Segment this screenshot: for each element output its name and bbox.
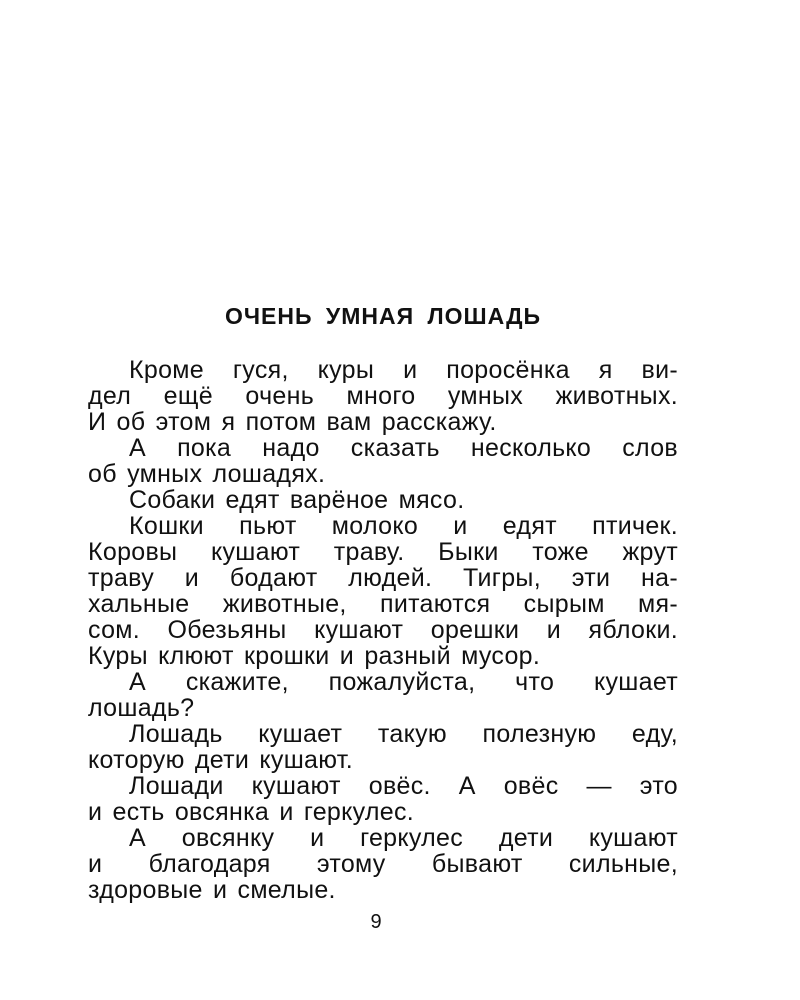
text-line: сом. Обезьяны кушают орешки и яблоки. [88, 616, 678, 644]
text-line: А овсянку и геркулес дети кушают [129, 824, 678, 852]
text-line: Собаки едят варёное мясо. [129, 486, 465, 514]
text-line: хальные животные, питаются сырым мя- [88, 590, 678, 618]
text-line: А скажите, пожалуйста, что кушает [129, 668, 678, 696]
text-line: А пока надо сказать несколько слов [129, 434, 678, 462]
text-line: Коровы кушают траву. Быки тоже жрут [88, 538, 678, 566]
chapter-title: ОЧЕНЬ УМНАЯ ЛОШАДЬ [224, 303, 542, 329]
text-line: об умных лошадях. [88, 460, 326, 488]
text-line: Куры клюют крошки и разный мусор. [88, 642, 541, 670]
text-line: Кроме гуся, куры и поросёнка я ви- [129, 356, 678, 384]
text-line: Лошадь кушает такую полезную еду, [129, 720, 678, 748]
text-line: которую дети кушают. [88, 746, 353, 774]
text-line: и благодаря этому бывают сильные, [88, 850, 678, 878]
page-number: 9 [370, 911, 382, 933]
text-line: И об этом я потом вам расскажу. [88, 408, 497, 436]
text-line: Кошки пьют молоко и едят птичек. [129, 512, 678, 540]
text-line: дел ещё очень много умных животных. [88, 382, 678, 410]
text-line: и есть овсянка и геркулес. [88, 798, 415, 826]
chapter-text [88, 357, 678, 903]
text-line: здоровые и смелые. [88, 876, 336, 904]
page-body [88, 300, 678, 903]
text-line: лошадь? [88, 694, 195, 722]
text-line: Лошади кушают овёс. А овёс — это [129, 772, 678, 800]
text-line: траву и бодают людей. Тигры, эти на- [88, 564, 678, 592]
